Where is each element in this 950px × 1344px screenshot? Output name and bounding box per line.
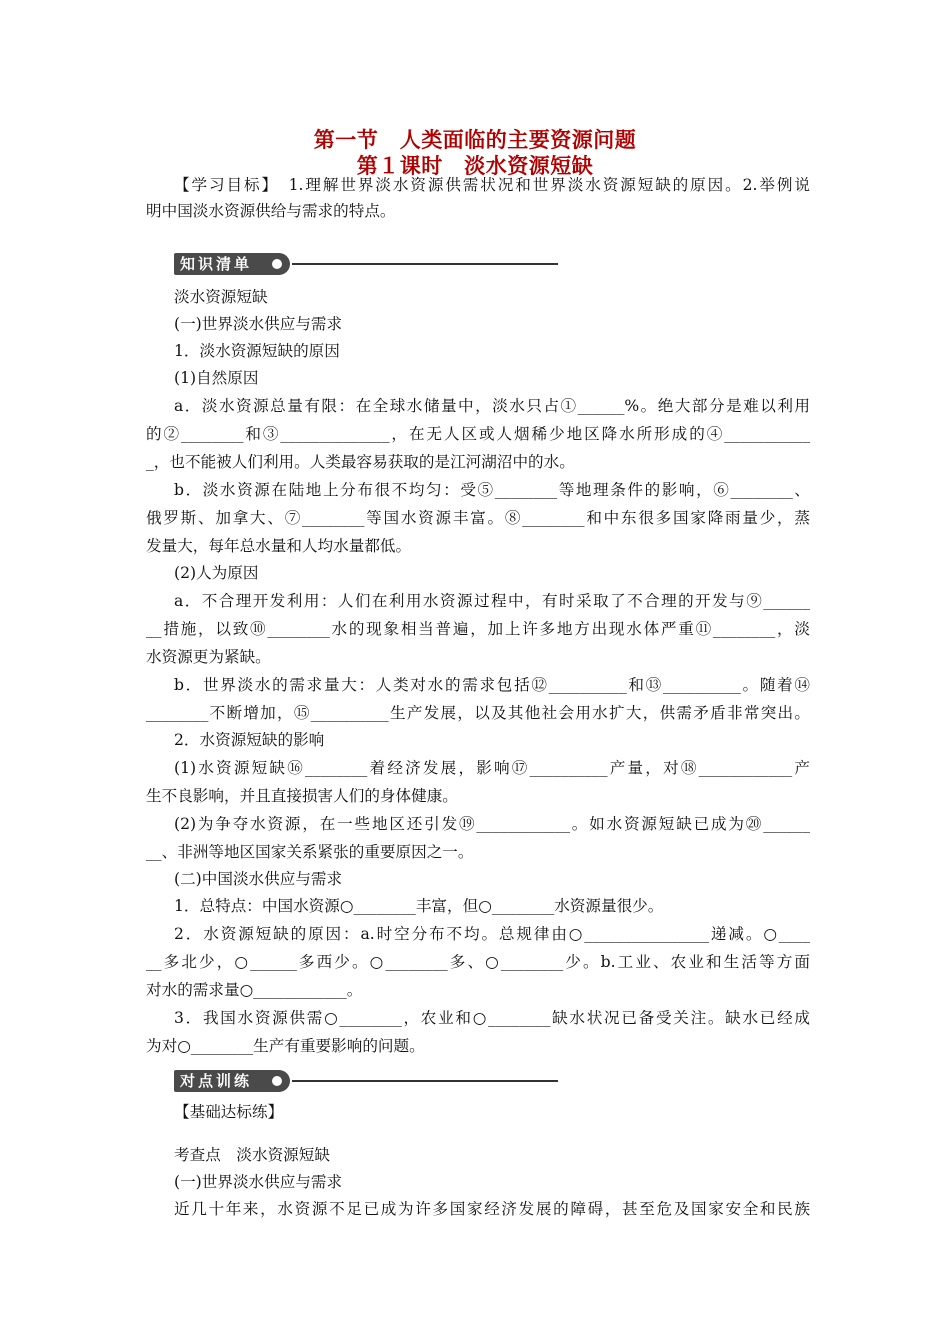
text-line: 【基础达标练】: [174, 1103, 284, 1121]
text-line: b．世界淡水的需求量大：人类对水的需求包括⑫__________和⑬__________。随着⑭: [174, 676, 810, 694]
text-line: __措施，以致⑩________水的现象相当普遍，加上许多地方出现水体严重⑪________，淡: [146, 620, 810, 638]
bullet-dot-icon: [272, 1076, 282, 1086]
section-divider: [292, 1080, 558, 1082]
text-line: 的②________和③______________，在无人区或人烟稀少地区降水所形成的④___________: [146, 425, 810, 443]
text-line: ________不断增加，⑮__________生产发展，以及其他社会用水扩大，供需矛盾非常突出。: [146, 704, 810, 722]
text-line: (1)水资源短缺⑯________着经济发展，影响⑰__________产量，对⑱____________产: [174, 759, 810, 777]
text-line: 1．淡水资源短缺的原因: [174, 342, 340, 360]
text-line: 3．我国水资源供需○________，农业和○________缺水状况已备受关注。缺水已经成: [174, 1009, 810, 1027]
text-line: a．不合理开发利用：人们在利用水资源过程中，有时采取了不合理的开发与⑨______: [174, 592, 810, 610]
text-line: (一)世界淡水供应与需求: [174, 1173, 343, 1191]
text-line: 俄罗斯、加拿大、⑦________等国水资源丰富。⑧________和中东很多国家降雨量少，蒸: [146, 509, 810, 527]
section-tag: [174, 1070, 290, 1092]
text-line: __多北少，○______多西少。○________多、○________少。b.工业、农业和生活等方面: [146, 953, 810, 971]
learning-objectives: 【学习目标】 1.理解世界淡水资源供需状况和世界淡水资源短缺的原因。2.举例说: [174, 176, 810, 194]
text-line: (2)为争夺水资源，在一些地区还引发⑲____________。如水资源短缺已成为⑳______: [174, 815, 810, 833]
section-header-practice: [174, 1068, 558, 1094]
text-line: b．淡水资源在陆地上分布很不均匀：受⑤________等地理条件的影响，⑥________、: [174, 481, 810, 499]
section-tag: [174, 253, 290, 275]
page-subtitle: 第１课时 淡水资源短缺: [356, 153, 594, 178]
text-line: 近几十年来，水资源不足已成为许多国家经济发展的障碍，甚至危及国家安全和民族: [174, 1200, 810, 1218]
section-divider: [292, 263, 558, 265]
text-line: 生不良影响，并且直接损害人们的身体健康。: [146, 787, 458, 805]
text-line: (2)人为原因: [174, 564, 259, 582]
text-line: 淡水资源短缺: [174, 288, 268, 306]
text-line: (1)自然原因: [174, 369, 259, 387]
text-line: 考查点 淡水资源短缺: [174, 1146, 330, 1164]
text-line: __、非洲等地区国家关系紧张的重要原因之一。: [146, 843, 474, 861]
text-line: 为对○________生产有重要影响的问题。: [146, 1037, 425, 1055]
text-line: 2．水资源短缺的影响: [174, 731, 325, 749]
text-line: 2．水资源短缺的原因：a.时空分布不均。总规律由○________________递减。○____: [174, 925, 810, 943]
text-line: a．淡水资源总量有限：在全球水储量中，淡水只占①______%。绝大部分是难以利用: [174, 397, 810, 415]
bullet-dot-icon: [272, 259, 282, 269]
text-line: _，也不能被人们利用。人类最容易获取的是江河湖沼中的水。: [146, 453, 575, 471]
page-title: 第一节 人类面临的主要资源问题: [313, 127, 637, 152]
section-header-knowledge: [174, 251, 558, 277]
section-label: 知识清单: [180, 255, 253, 273]
text-line: (一)世界淡水供应与需求: [174, 315, 343, 333]
learning-objectives-cont: 明中国淡水资源供给与需求的特点。: [146, 202, 396, 220]
text-line: 发量大，每年总水量和人均水量都低。: [146, 537, 412, 555]
section-label: 对点训练: [180, 1072, 253, 1090]
text-line: (二)中国淡水供应与需求: [174, 870, 343, 888]
text-line: 水资源更为紧缺。: [146, 648, 271, 666]
text-line: 对水的需求量○____________。: [146, 981, 363, 999]
text-line: 1．总特点：中国水资源○________丰富，但○________水资源量很少。: [174, 897, 664, 915]
